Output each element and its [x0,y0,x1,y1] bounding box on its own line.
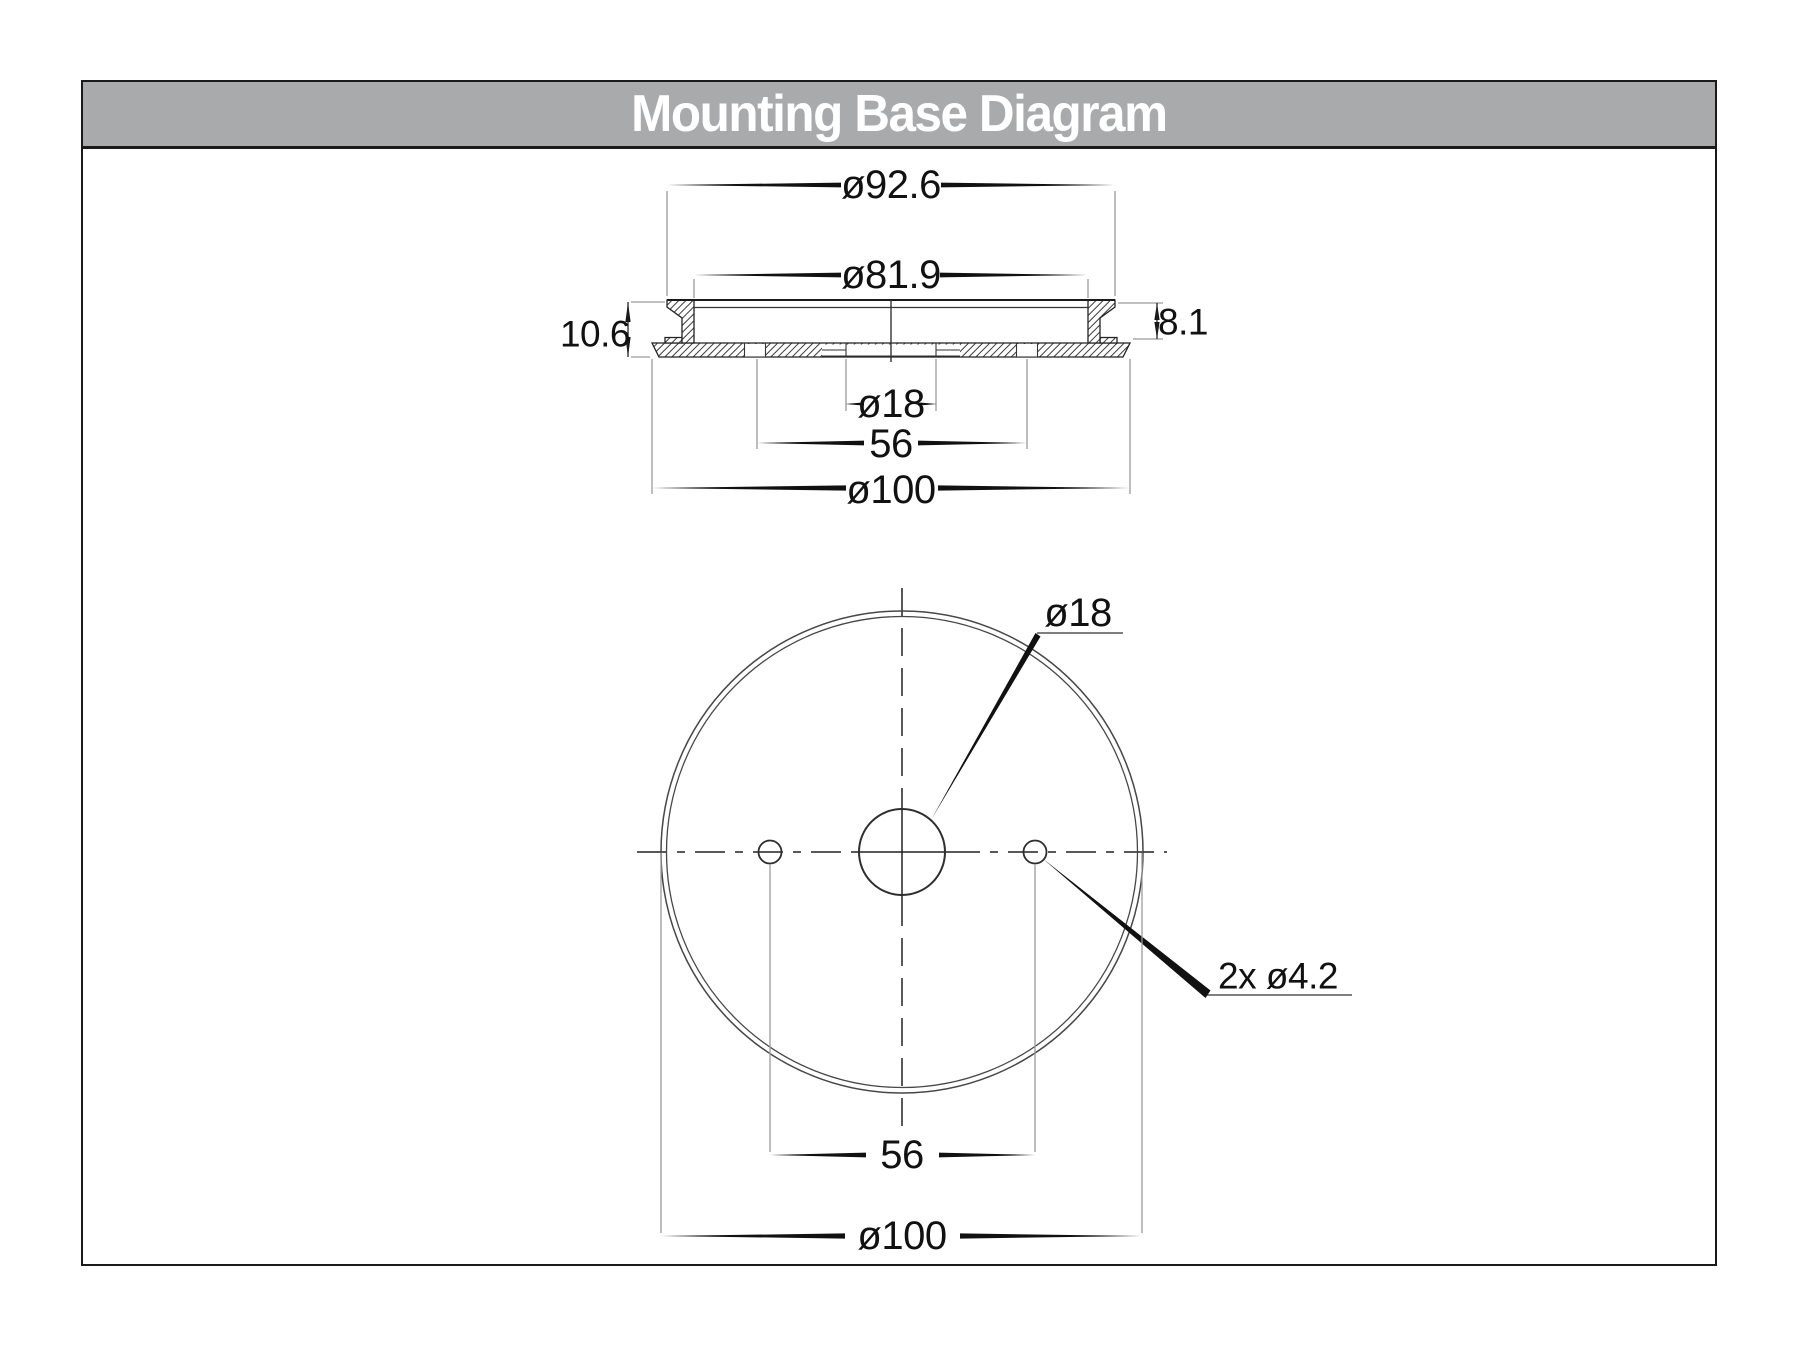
dim-label-lip-diameter: ø92.6 [841,163,941,207]
dim-label-base-diameter-plan: ø100 [857,1214,947,1258]
plan-dimension-labels [857,591,1338,1258]
dim-label-total-height: 10.6 [559,313,631,355]
dim-label-hole-spacing-plan: 56 [880,1133,924,1177]
dim-label-center-hole-plan: ø18 [1044,591,1112,635]
right-step [1100,338,1117,344]
dim-label-base-diameter-section: ø100 [846,468,936,512]
center-hole-leader [931,633,1041,820]
left-step [665,338,682,344]
dim-label-rim-height: 8.1 [1158,301,1208,343]
right-wall-section [1088,300,1115,343]
dim-label-rim-diameter: ø81.9 [841,253,941,297]
section-view [560,163,1208,512]
left-wall-section [667,300,694,343]
screw-hole-leader [1042,858,1211,998]
dim-label-hole-spacing-section: 56 [869,422,913,466]
dim-label-center-hole-section: ø18 [857,382,925,426]
dim-label-screw-holes: 2x ø4.2 [1218,955,1338,997]
page-title: Mounting Base Diagram [631,85,1167,143]
plan-view [637,588,1352,1258]
plan-centerlines [637,588,1167,1133]
